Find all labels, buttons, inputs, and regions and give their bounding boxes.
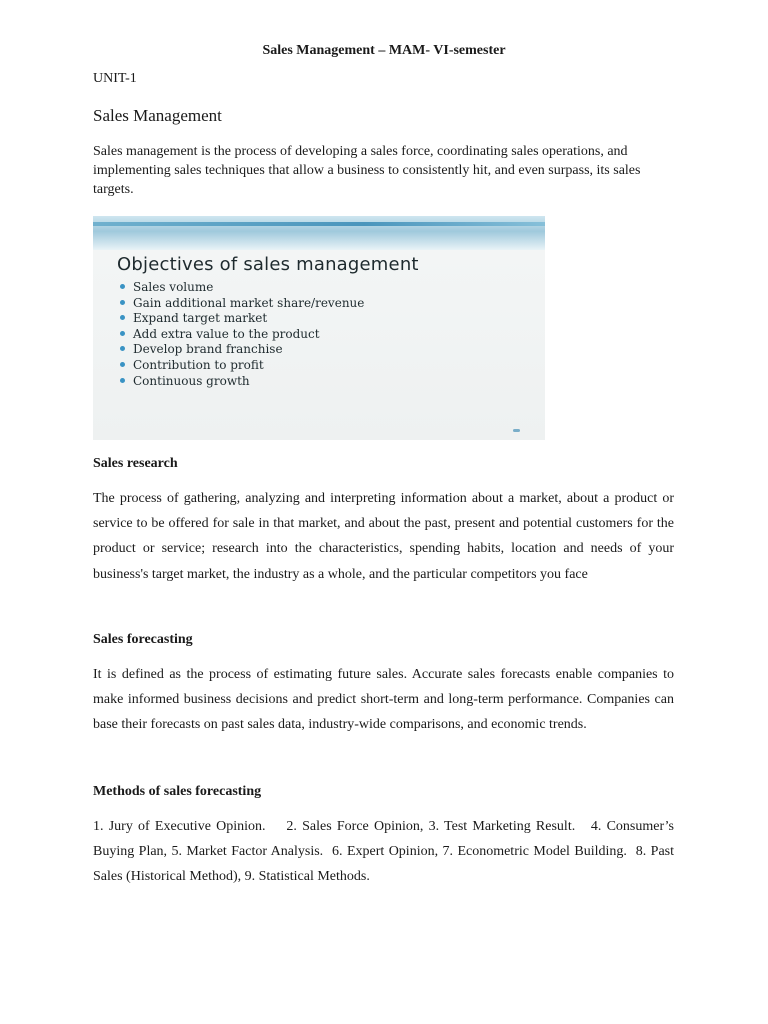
slide-list-item-text: Sales volume: [133, 280, 214, 294]
slide-top-line: [93, 222, 545, 226]
slide-list-item: [120, 374, 364, 390]
slide-list-item: [120, 280, 364, 296]
objectives-slide-image: [93, 216, 545, 440]
bullet-dot-icon: [120, 315, 125, 320]
slide-list-item-text: Expand target market: [133, 311, 268, 326]
slide-list-item-text: Add extra value to the product: [133, 326, 320, 341]
main-heading: Sales Management: [93, 106, 222, 125]
sales-research-heading: Sales research: [93, 456, 178, 471]
sales-research-paragraph: The process of gathering, analyzing and interpreting information about a market, about a product or service to be offered for sale in that market, and about the past, present and potential customers for the product or service; research into the characteristics, spending habits, location and needs of your business's target market, the industry as a whole, and the particular competitors you face: [93, 491, 674, 582]
slide-title: Objectives of sales management: [117, 254, 419, 275]
bullet-dot-icon: [120, 362, 125, 367]
bullet-dot-icon: [120, 331, 125, 336]
slide-list-item: [120, 342, 364, 358]
document-header-title: Sales Management – MAM- VI-semester: [262, 43, 506, 58]
bullet-dot-icon: [120, 300, 125, 305]
slide-objectives-list: [120, 280, 364, 389]
slide-list-item: [120, 358, 364, 374]
slide-list-item-text: Continuous growth: [133, 373, 250, 388]
forecasting-methods-heading: Methods of sales forecasting: [93, 784, 262, 799]
bullet-dot-icon: [120, 284, 125, 289]
forecasting-methods-paragraph: 1. Jury of Executive Opinion. 2. Sales Force Opinion, 3. Test Marketing Result. 4. Consumer’s Buying Plan, 5. Market Factor Analysis. 6. Expert Opinion, 7. Econometric Model Building. 8. Past Sales (Historical Method), 9. Statistical Methods.: [93, 819, 678, 885]
sales-forecasting-heading: Sales forecasting: [93, 632, 193, 647]
slide-list-item: [120, 296, 364, 312]
slide-list-item: [120, 327, 364, 343]
slide-list-item-text: Gain additional market share/revenue: [133, 295, 365, 310]
bullet-dot-icon: [120, 346, 125, 351]
bullet-dot-icon: [120, 378, 125, 383]
unit-label: UNIT-1: [93, 71, 137, 86]
slide-list-item-text: Contribution to profit: [133, 357, 264, 372]
slide-list-item-text: Develop brand franchise: [133, 342, 283, 357]
intro-paragraph: Sales management is the process of developing a sales force, coordinating sales operations, and implementing sales techniques that allow a business to consistently hit, and even surpass, its sales targets.: [93, 144, 641, 197]
slide-corner-mark: [513, 429, 520, 432]
sales-forecasting-paragraph: It is defined as the process of estimating future sales. Accurate sales forecasts enable companies to make informed business decisions and predict short-term and long-term performance. Companies can base their forecasts on past sales data, industry-wide comparisons, and economic trends.: [93, 667, 674, 733]
slide-list-item: [120, 311, 364, 327]
